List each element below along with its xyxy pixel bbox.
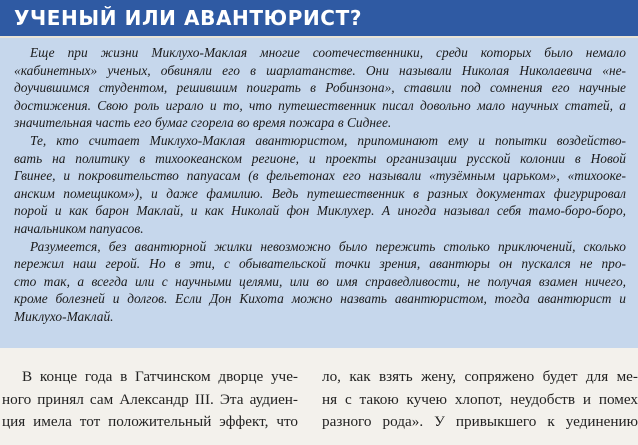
- sidebar-line: достижения. Свою роль играло и то, что путешественник писал довольно мало научных статей, а: [14, 97, 626, 113]
- sidebar-paragraph: [14, 44, 626, 132]
- sidebar-line: Разумеется, без авантюрной жилки невозможно было пережить столько приключений, сколько: [30, 238, 626, 254]
- sidebar-line: пережил наш герой. Но в эти, с обывательской точки зрения, авантюры он пускался не про-: [14, 256, 626, 272]
- sidebar-text: [14, 44, 626, 326]
- sidebar-title: УЧЕНЫЙ ИЛИ АВАНТЮРИСТ?: [14, 6, 363, 30]
- body-column-right: [322, 366, 638, 434]
- body-columns: [0, 352, 638, 445]
- sidebar-line: «кабинетных» ученых, обвиняли его в шарлатанстве. Они называли Николая Николаевича «не-: [14, 62, 626, 78]
- body-column-left: [2, 366, 298, 434]
- sidebar-header: [0, 0, 638, 38]
- sidebar-line: Еще при жизни Миклухо-Маклая многие соотечественники, среди которых было немало: [30, 45, 626, 60]
- sidebar-line: начальником папуасов.: [14, 220, 144, 236]
- sidebar-line: вать на политику в тихоокеанском регионе, и проекты организации русской колонии в Новой: [14, 150, 626, 166]
- sidebar-line: Те, кто считает Миклухо-Маклая авантюристом, припоминают ему и попытки воздейство-: [30, 132, 626, 148]
- body-line: ного принял сам Александр III. Эта аудиен-: [2, 390, 298, 408]
- sidebar-box: [0, 38, 638, 348]
- sidebar-line: доучившимся студентом, решившим поиграть в Робинзона», ставили под сомнения его научные: [14, 80, 626, 96]
- sidebar-line: значительная часть его бумаг сгорела во время пожара в Сиднее.: [14, 115, 392, 131]
- sidebar-line: порой и как барон Маклай, и как Николай фон Миклухер. А иногда называл себя тамо-боро-боро,: [14, 203, 626, 219]
- sidebar-line: анским помещиком»), и даже фамилию. Ведь путешественник в разных документах фигурировал: [14, 185, 626, 201]
- body-line: ция имела тот положительный эффект, что: [2, 413, 298, 430]
- sidebar-line: сто так, а всегда или с научными целями, или во имя справедливости, не получая взамен ничего,: [14, 273, 626, 289]
- body-line: ло, как взять жену, сопряжено будет для ме-: [322, 368, 638, 385]
- sidebar-line: кроме болезней и долгов. Если Дон Кихота можно назвать авантюристом, тогда авантюрист и: [14, 291, 626, 307]
- sidebar-paragraph: [14, 132, 626, 238]
- body-line: разного рода». У привыкшего к уединению: [322, 413, 638, 430]
- sidebar-paragraph: [14, 238, 626, 326]
- body-line: ня с такою кучею хлопот, неудобств и помех: [322, 390, 638, 408]
- body-line: В конце года в Гатчинском дворце уче-: [22, 368, 298, 385]
- sidebar-line: Миклухо-Маклай.: [14, 308, 114, 324]
- sidebar-line: Гвинее, и покровительство папуасам (в фельетонах его называли «тузёмным царьком», «тихооке-: [14, 168, 626, 184]
